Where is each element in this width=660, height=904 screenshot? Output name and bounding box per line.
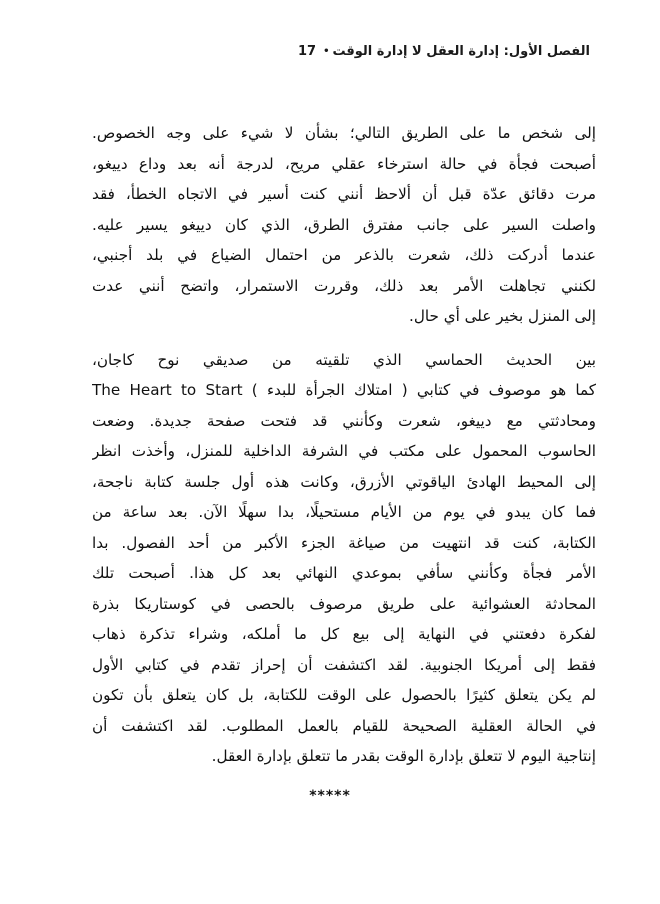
chapter-title: الفصل الأول: إدارة العقل لا إدارة الوقت <box>332 44 590 59</box>
text-line: مرت دقائق عدّة قبل أن ألاحظ أنني كنت أسير في الاتجاه الخطأ، فقد <box>92 185 596 203</box>
text-line: إلى المنزل بخير على أي حال. <box>409 307 596 325</box>
text-line: إنتاجية اليوم لا تتعلق بإدارة الوقت بقدر ما تتعلق بإدارة العقل. <box>211 747 596 765</box>
text-line: فقط إلى أمريكا الجنوبية. لقد اكتشفت أن إحراز تقدم في كتابي الأول <box>92 655 596 674</box>
text-line: لكنني تجاهلت الأمر بعد ذلك، وقررت الاستمرار، واتضح أنني عدت <box>92 276 596 295</box>
text-line: بين الحديث الحماسي الذي تلقيته من صديقي نوح كاجان، <box>92 350 596 369</box>
text-line: فما كان يبدو في يوم من الأيام مستحيلًا، بدا سهلًا الآن. بعد ساعة من <box>92 503 596 521</box>
text-line: لفكرة دفعتني في النهاية إلى بيع كل ما أملكه، وشراء تذكرة ذهاب <box>92 625 596 643</box>
section-divider: ***** <box>309 788 351 804</box>
text-line: المحادثة العشوائية على طريق مرصوف بالحصى في كوستاريكا بذرة <box>92 594 596 613</box>
text-line: ومحادثتي مع دييغو، شعرت وكأنني قد فتحت صفحة جديدة. وضعت <box>92 411 596 430</box>
text-line: الأمر فجأة وكأنني سأفي بموعدي النهائي بعد كل هذا. أصبحت تلك <box>92 564 596 582</box>
text-line: إلى المحيط الهادئ الياقوتي الأزرق، وكانت هذه أول جلسة كتابة ناجحة، <box>92 472 596 491</box>
text-line: لم يكن يتعلق كثيرًا بالحصول على الوقت للكتابة، بل كان يتعلق بأن تكون <box>92 686 596 704</box>
text-line: أصبحت فجأة في حالة استرخاء عقلي مريح، لدرجة أنه بعد وداع دييغو، <box>92 154 596 173</box>
paragraph-1 <box>92 118 596 332</box>
text-line: الحاسوب المحمول على مكتب في الشرفة الداخلية للمنزل، وأخذت انظر <box>92 442 596 460</box>
text-line: كما هو موصوف في كتابي ( امتلاك الجرأة للبدء ) The Heart to Start <box>92 381 596 399</box>
running-header <box>70 44 590 59</box>
text-line: واصلت السير على جانب مفترق الطرق، الذي كان دييغو يسير عليه. <box>92 215 596 234</box>
text-line: عندما أدركت ذلك، شعرت بالذعر من احتمال الضياع في بلد أجنبي، <box>92 246 596 264</box>
text-line: في الحالة العقلية الصحيحة للقيام بالعمل المطلوب. لقد اكتشفت أن <box>92 716 596 735</box>
text-line: الكتابة، كنت قد انتهيت من صياغة الجزء الأكبر من أحد الفصول. بدا <box>92 533 596 552</box>
page-number: 17 <box>297 44 317 59</box>
paragraph-2 <box>92 345 596 772</box>
header-separator: • <box>323 46 330 57</box>
body-text <box>92 118 596 772</box>
text-line: إلى شخص ما على الطريق التالي؛ بشأن لا شيء على وجه الخصوص. <box>92 124 596 142</box>
